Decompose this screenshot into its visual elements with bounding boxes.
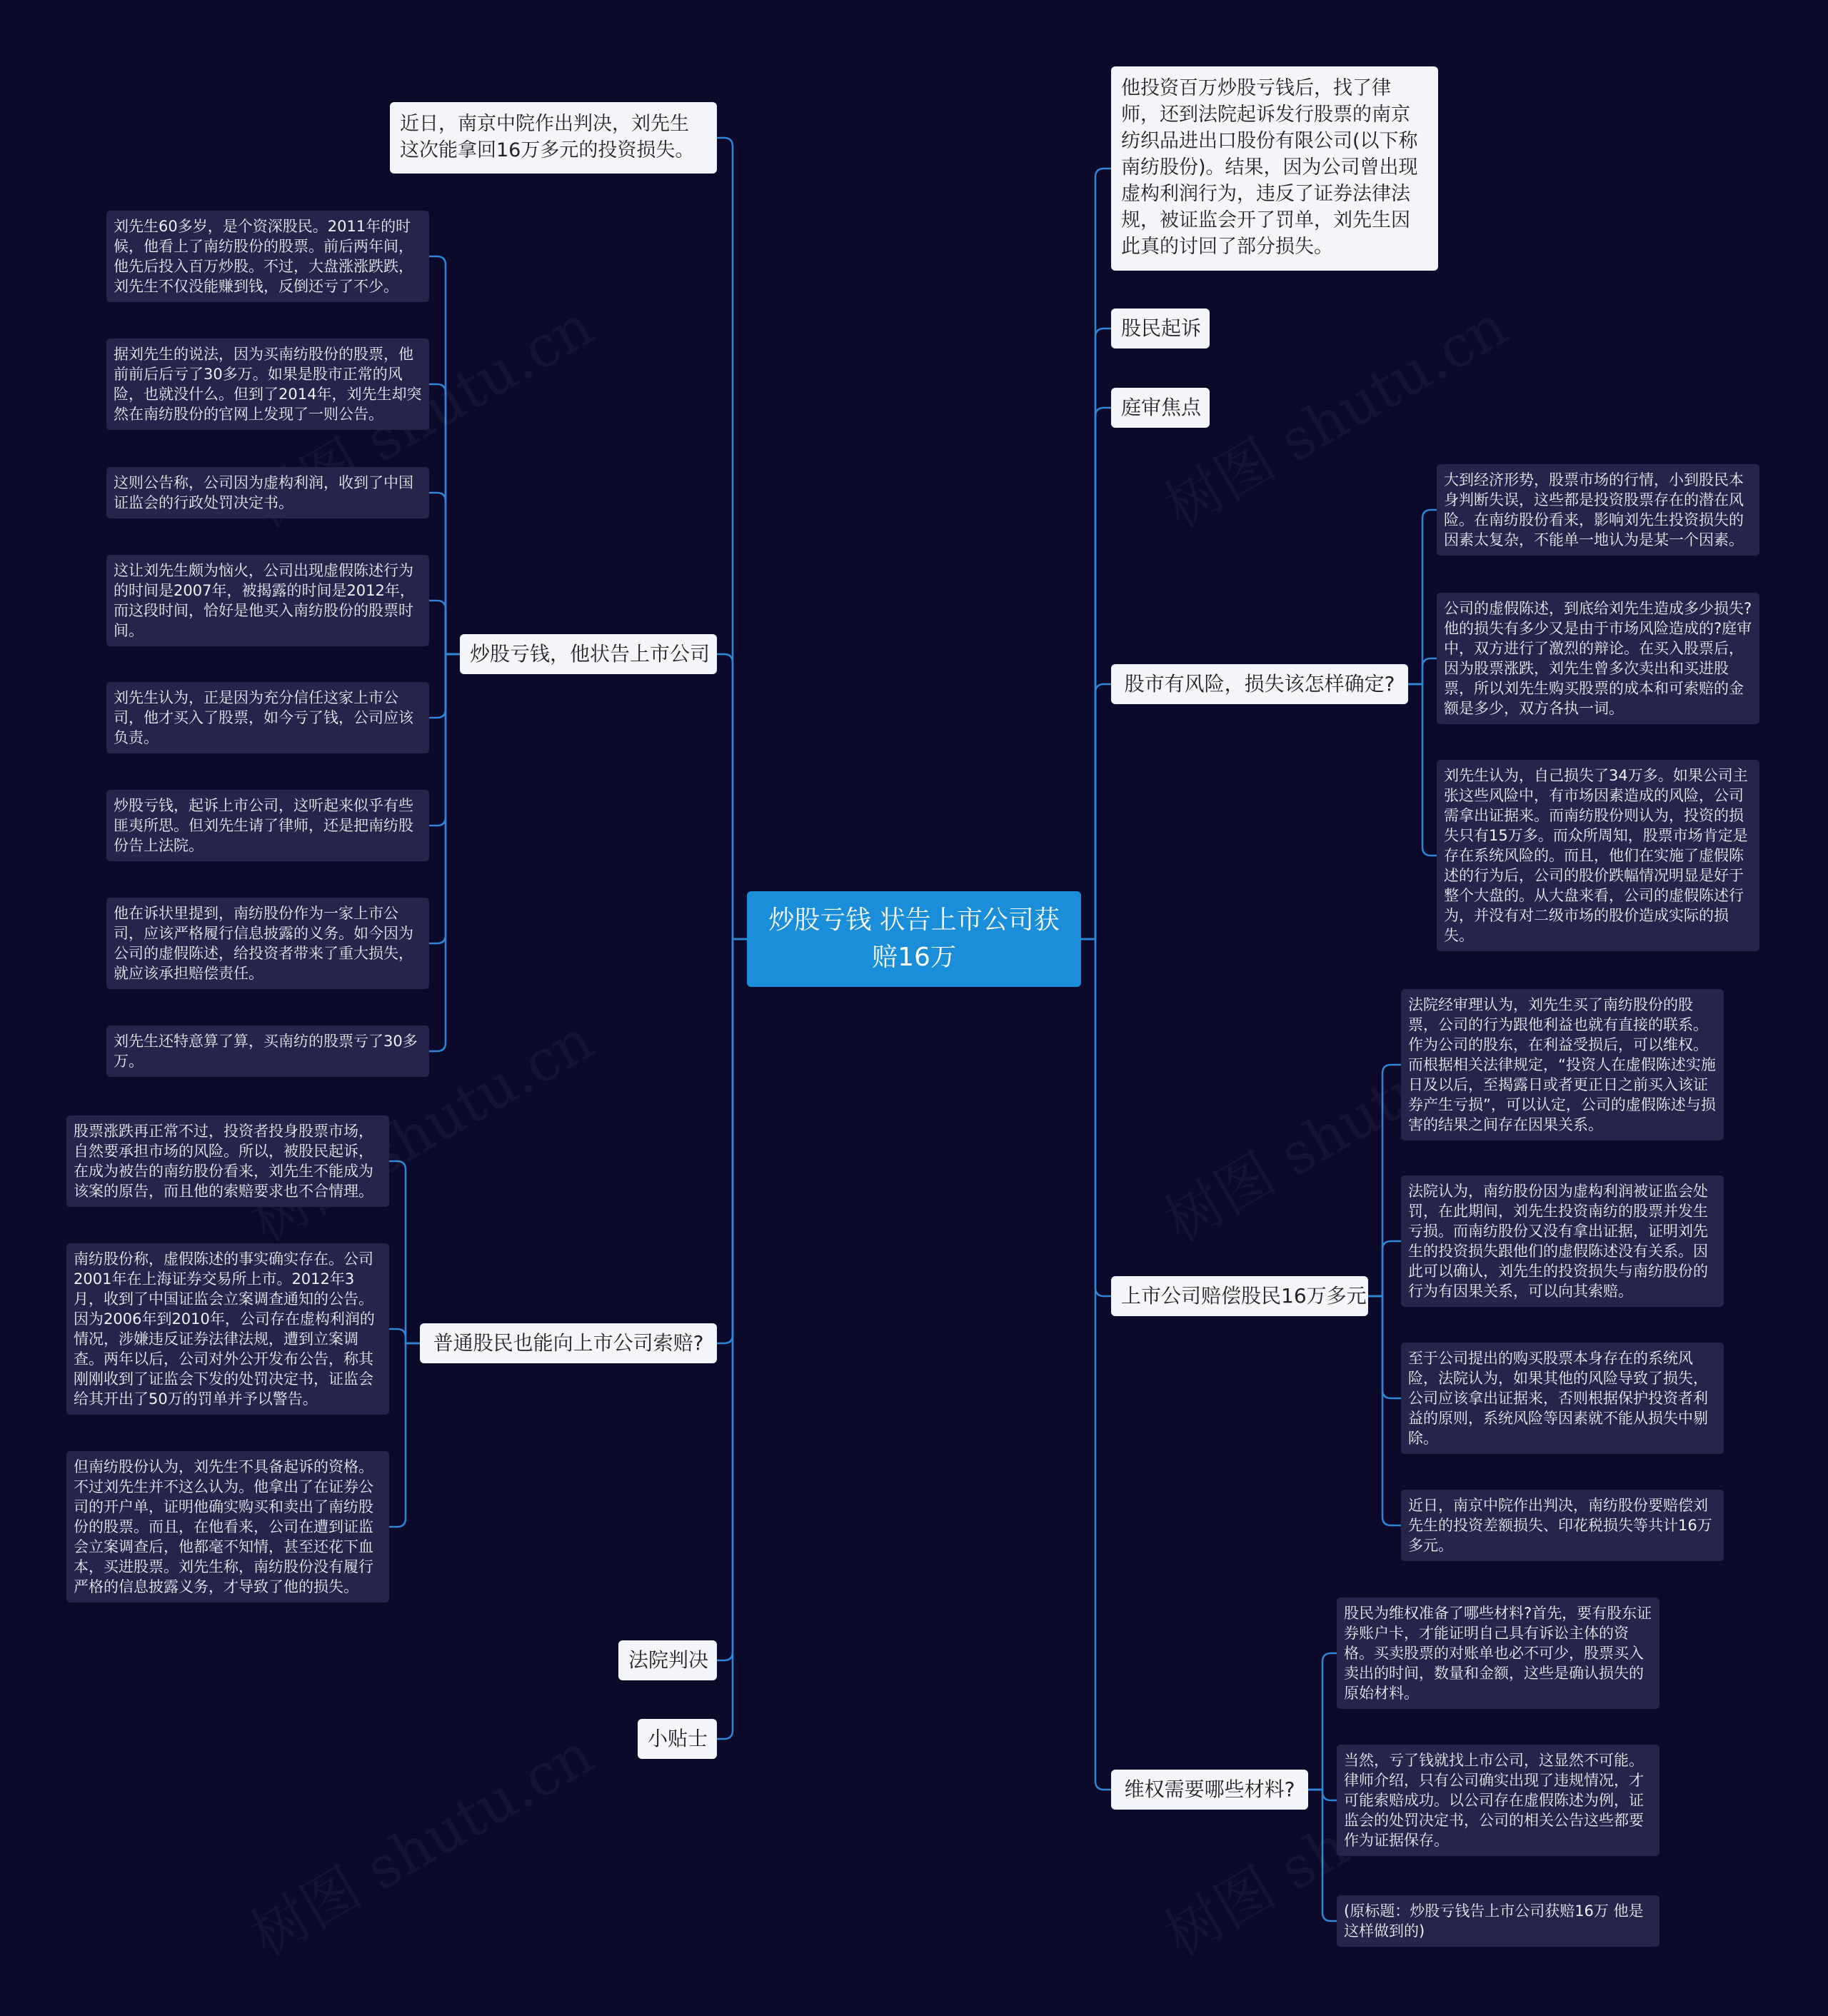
leaf-text: 刘先生认为，正是因为充分信任这家上市公司，他才买入了股票，如今亏了钱，公司应该负责。 xyxy=(106,682,429,753)
branch-court-ruling[interactable]: 法院判决 xyxy=(618,1640,717,1680)
leaf-text: 他在诉状里提到，南纺股份作为一家上市公司，应该严格履行信息披露的义务。如今因为公司的虚假陈述，给投资者带来了重大损失，就应该承担赔偿责任。 xyxy=(106,898,429,989)
connector-line xyxy=(717,138,747,939)
leaf-text: 法院认为，南纺股份因为虚构利润被证监会处罚，在此期间，刘先生投资南纺的股票并发生亏损。而南纺股份又没有拿出证据，证明刘先生的投资损失跟他们的虚假陈述没有关系。因此可以确认，刘先生的投资损失与南纺股份的行为有因果关系，可以向其索赔。 xyxy=(1401,1175,1724,1307)
branch-can-shareholders-sue[interactable]: 普通股民也能向上市公司索赔? xyxy=(420,1323,717,1363)
connector-line xyxy=(1368,1296,1401,1525)
connector-line xyxy=(1368,1241,1401,1296)
connector-line xyxy=(1081,169,1111,939)
connector-line xyxy=(429,493,460,654)
connector-line xyxy=(1081,408,1111,939)
branch-lawsuit[interactable]: 炒股亏钱，他状告上市公司 xyxy=(460,634,717,674)
leaf-text: 但南纺股份认为，刘先生不具备起诉的资格。不过刘先生并不这么认为。他拿出了在证券公司的开户单，证明他确实购买和卖出了南纺股份的股票。而且，在他看来，公司在遭到证监会立案调查后，他都毫不知情，甚至还花下血本，买进股票。刘先生称，南纺股份没有履行严格的信息披露义务，才导致了他的损失。 xyxy=(66,1451,389,1603)
leaf-text: 至于公司提出的购买股票本身存在的系统风险，法院认为，如果其他的风险导致了损失，公司应该拿出证据来，否则根据保护投资者利益的原则，系统风险等因素就不能从损失中剔除。 xyxy=(1401,1343,1724,1454)
leaf-text: 这则公告称，公司因为虚构利润，收到了中国证监会的行政处罚决定书。 xyxy=(106,467,429,518)
connector-line xyxy=(389,1343,420,1527)
branch-tips[interactable]: 小贴士 xyxy=(638,1719,717,1759)
connector-line xyxy=(1408,684,1437,856)
connector-line xyxy=(1081,329,1111,939)
branch-risk-loss[interactable]: 股市有风险，损失该怎样确定? xyxy=(1111,664,1408,704)
connector-line xyxy=(717,939,747,1660)
leaf-text: 股票涨跌再正常不过，投资者投身股票市场，自然要承担市场的风险。所以，被股民起诉，在成为被告的南纺股份看来，刘先生不能成为该案的原告，而且他的索赔要求也不合情理。 xyxy=(66,1115,389,1207)
connector-line xyxy=(1308,1790,1337,1921)
connector-line xyxy=(1368,1065,1401,1296)
branch-compensation[interactable]: 上市公司赔偿股民16万多元 xyxy=(1111,1276,1368,1316)
connector-line xyxy=(1081,939,1111,1296)
leaf-text: 这让刘先生颇为恼火，公司出现虚假陈述行为的时间是2007年，被揭露的时间是2012年，而这段时间，恰好是他买入南纺股份的股票时间。 xyxy=(106,555,429,646)
connector-line xyxy=(1408,510,1437,684)
connector-line xyxy=(389,1161,420,1343)
leaf-text: 刘先生认为，自己损失了34万多。如果公司主张这些风险中，有市场因素造成的风险，公司需拿出证据来。而南纺股份则认为，投资的损失只有15万多。而众所周知，股票市场肯定是存在系统风险的。而且，他们在实施了虚假陈述的行为后，公司的股价跌幅情况明显是好于整个大盘的。从大盘来看，公司的虚假陈述行为，并没有对二级市场的股价造成实际的损失。 xyxy=(1437,760,1759,951)
watermark xyxy=(233,1710,606,1972)
leaf-text: 据刘先生的说法，因为买南纺股份的股票，他前前后后亏了30多万。如果是股市正常的风险，也就没什么。但到了2014年，刘先生却突然在南纺股份的官网上发现了一则公告。 xyxy=(106,338,429,430)
connector-line xyxy=(429,601,460,654)
connector-line xyxy=(1368,1296,1401,1398)
connector-line xyxy=(389,1329,420,1343)
leaf-text: 当然，亏了钱就找上市公司，这显然不可能。律师介绍，只有公司确实出现了违规情况，才可能索赔成功。以公司存在虚假陈述为例，证监会的处罚决定书，公司的相关公告这些都要作为证据保存。 xyxy=(1337,1745,1659,1856)
branch-background-summary[interactable]: 他投资百万炒股亏钱后，找了律师，还到法院起诉发行股票的南京纺织品进出口股份有限公司(以下称南纺股份)。结果，因为公司曾出现虚构利润行为，违反了证券法律法规，被证监会开了罚单，刘先生因此真的讨回了部分损失。 xyxy=(1111,66,1438,271)
connector-line xyxy=(429,654,460,943)
leaf-text: (原标题：炒股亏钱告上市公司获赔16万 他是这样做到的) xyxy=(1337,1895,1659,1947)
connector-line xyxy=(717,939,747,1343)
connector-line xyxy=(1408,658,1437,684)
connector-line xyxy=(717,654,747,939)
leaf-text: 公司的虚假陈述，到底给刘先生造成多少损失?他的损失有多少又是由于市场风险造成的?庭审中，双方进行了激烈的辩论。在买入股票后，因为股票涨跌，刘先生曾多次卖出和买进股票，所以刘先生购买股票的成本和可索赔的金额是多少，双方各执一词。 xyxy=(1437,593,1759,724)
leaf-text: 刘先生60多岁，是个资深股民。2011年的时候，他看上了南纺股份的股票。前后两年间，他先后投入百万炒股。不过，大盘涨涨跌跌，刘先生不仅没能赚到钱，反倒还亏了不少。 xyxy=(106,211,429,302)
leaf-text: 法院经审理认为，刘先生买了南纺股份的股票，公司的行为跟他利益也就有直接的联系。作为公司的股东，在利益受损后，可以维权。而根据相关法律规定，“投资人在虚假陈述实施日及以后，至揭露日或者更正日之前买入该证券产生亏损”，可以认定，公司的虚假陈述与损害的结果之间存在因果关系。 xyxy=(1401,989,1724,1140)
leaf-text: 南纺股份称，虚假陈述的事实确实存在。公司2001年在上海证券交易所上市。2012年3月，收到了中国证监会立案调查通知的公告。因为2006年到2010年，公司存在虚构利润的情况，涉嫌违反证券法律法规，遭到立案调查。两年以后，公司对外公开发布公告，称其刚刚收到了证监会下发的处罚决定书，证监会给其开出了50万的罚单并予以警告。 xyxy=(66,1243,389,1415)
connector-line xyxy=(1081,684,1111,939)
connector-line xyxy=(429,654,460,1051)
branch-materials[interactable]: 维权需要哪些材料? xyxy=(1111,1770,1308,1810)
branch-shareholder-suit[interactable]: 股民起诉 xyxy=(1111,309,1210,348)
connector-line xyxy=(429,384,460,654)
connector-line xyxy=(1081,939,1111,1790)
leaf-text: 刘先生还特意算了算，买南纺的股票亏了30多万。 xyxy=(106,1025,429,1077)
leaf-text: 近日，南京中院作出判决，南纺股份要赔偿刘先生的投资差额损失、印花税损失等共计16万多元。 xyxy=(1401,1490,1724,1561)
branch-trial-focus[interactable]: 庭审焦点 xyxy=(1111,388,1210,428)
connector-line xyxy=(429,256,460,654)
connector-line xyxy=(1308,1653,1337,1790)
leaf-text: 股民为维权准备了哪些材料?首先，要有股东证券账户卡，才能证明自己具有诉讼主体的资格。买卖股票的对账单也必不可少，股票买入卖出的时间，数量和金额，这些是确认损失的原始材料。 xyxy=(1337,1598,1659,1709)
connector-line xyxy=(1308,1790,1337,1800)
connector-line xyxy=(429,654,460,826)
connector-line xyxy=(429,654,460,718)
leaf-text: 炒股亏钱，起诉上市公司，这听起来似乎有些匪夷所思。但刘先生请了律师，还是把南纺股份告上法院。 xyxy=(106,790,429,861)
branch-intro-summary[interactable]: 近日，南京中院作出判决，刘先生这次能拿回16万多元的投资损失。 xyxy=(390,102,717,174)
root-topic[interactable]: 炒股亏钱 状告上市公司获赔16万 xyxy=(747,891,1081,987)
leaf-text: 大到经济形势，股票市场的行情，小到股民本身判断失误，这些都是投资股票存在的潜在风险。在南纺股份看来，影响刘先生投资损失的因素太复杂，不能单一地认为是某一个因素。 xyxy=(1437,464,1759,556)
connector-line xyxy=(717,939,747,1739)
